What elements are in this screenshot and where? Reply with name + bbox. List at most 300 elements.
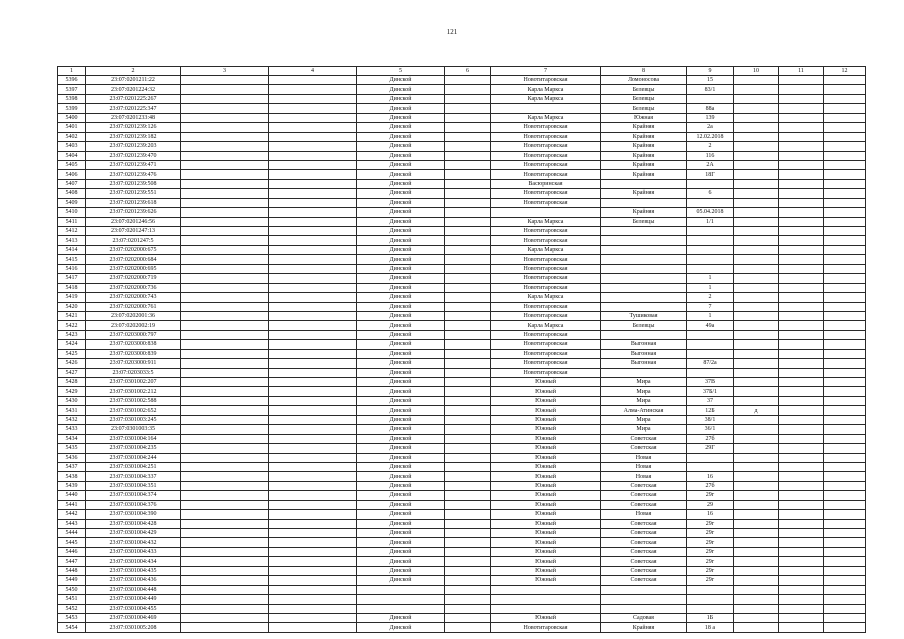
table-cell: 49а	[687, 321, 734, 330]
table-cell	[181, 170, 269, 179]
table-cell: Советская	[601, 500, 687, 509]
table-cell: Динской	[357, 406, 445, 415]
table-cell	[779, 604, 824, 613]
table-cell: 23:07:0301004:436	[86, 576, 181, 585]
table-cell: 23:07:0301005:208	[86, 623, 181, 632]
table-cell: Динской	[357, 170, 445, 179]
table-cell	[734, 453, 779, 462]
table-cell	[734, 519, 779, 528]
table-cell: Мира	[601, 378, 687, 387]
table-cell	[445, 330, 491, 339]
table-row	[58, 425, 866, 434]
table-cell: Южный	[491, 396, 601, 405]
table-cell: Южный	[491, 444, 601, 453]
table-row	[58, 330, 866, 339]
table-cell: Южный	[491, 547, 601, 556]
table-cell	[269, 519, 357, 528]
table-cell	[824, 123, 866, 132]
table-cell	[824, 170, 866, 179]
table-row	[58, 396, 866, 405]
table-cell: 23:07:0301004:337	[86, 472, 181, 481]
table-cell: Белевцы	[601, 94, 687, 103]
table-cell	[824, 330, 866, 339]
table-cell: 5452	[58, 604, 86, 613]
table-row	[58, 311, 866, 320]
table-cell: Новотитаровская	[491, 160, 601, 169]
table-cell: Новотитаровская	[491, 283, 601, 292]
table-cell: Динской	[357, 359, 445, 368]
table-cell	[824, 566, 866, 575]
table-cell	[181, 472, 269, 481]
table-cell: Динской	[357, 491, 445, 500]
table-cell	[824, 453, 866, 462]
table-cell: 37	[687, 396, 734, 405]
table-cell	[445, 311, 491, 320]
table-cell: 15	[687, 76, 734, 85]
table-cell	[269, 585, 357, 594]
table-cell: 23:07:0301004:244	[86, 453, 181, 462]
table-cell: 5422	[58, 321, 86, 330]
table-cell: 23:07:0301004:351	[86, 481, 181, 490]
table-cell: 5436	[58, 453, 86, 462]
table-cell	[734, 142, 779, 151]
table-cell: Динской	[357, 547, 445, 556]
table-cell	[824, 547, 866, 556]
table-cell: 6	[687, 189, 734, 198]
table-cell: 5402	[58, 132, 86, 141]
table-cell	[269, 123, 357, 132]
table-cell	[824, 510, 866, 519]
table-cell	[601, 283, 687, 292]
table-cell	[445, 113, 491, 122]
table-cell	[269, 302, 357, 311]
table-cell: Динской	[357, 500, 445, 509]
table-cell: Динской	[357, 208, 445, 217]
table-cell: 5415	[58, 255, 86, 264]
table-cell: 23:07:0202000:743	[86, 293, 181, 302]
table-cell	[824, 349, 866, 358]
table-cell	[779, 425, 824, 434]
table-cell	[779, 274, 824, 283]
table-cell: 5414	[58, 245, 86, 254]
table-cell	[601, 179, 687, 188]
table-cell: 5410	[58, 208, 86, 217]
column-number: 7	[491, 67, 601, 76]
table-cell: 23:07:0201239:618	[86, 198, 181, 207]
table-cell	[269, 264, 357, 273]
table-cell	[601, 585, 687, 594]
table-cell: Динской	[357, 519, 445, 528]
table-cell: Новотитаровская	[491, 264, 601, 273]
table-cell	[445, 142, 491, 151]
table-cell	[601, 274, 687, 283]
table-cell	[181, 227, 269, 236]
table-cell: 5404	[58, 151, 86, 160]
table-cell	[269, 359, 357, 368]
table-cell	[687, 604, 734, 613]
table-cell	[181, 264, 269, 273]
table-cell	[734, 491, 779, 500]
table-row	[58, 547, 866, 556]
table-cell	[269, 321, 357, 330]
table-cell	[269, 529, 357, 538]
table-cell	[445, 529, 491, 538]
table-cell	[181, 576, 269, 585]
table-cell	[445, 378, 491, 387]
table-cell: 1	[687, 283, 734, 292]
table-cell	[779, 302, 824, 311]
table-row	[58, 76, 866, 85]
table-cell	[445, 396, 491, 405]
table-cell	[445, 406, 491, 415]
table-cell	[269, 434, 357, 443]
table-cell	[269, 566, 357, 575]
table-cell	[734, 613, 779, 622]
table-cell	[269, 170, 357, 179]
table-row	[58, 538, 866, 547]
table-cell	[601, 227, 687, 236]
table-cell	[445, 387, 491, 396]
table-cell: 23:07:0301004:429	[86, 529, 181, 538]
table-cell	[734, 340, 779, 349]
table-cell	[734, 387, 779, 396]
table-cell	[824, 368, 866, 377]
table-cell: 5407	[58, 179, 86, 188]
table-cell	[687, 179, 734, 188]
table-cell: 5424	[58, 340, 86, 349]
table-cell	[181, 462, 269, 471]
table-cell: Динской	[357, 189, 445, 198]
table-cell	[445, 585, 491, 594]
table-row	[58, 85, 866, 94]
table-cell	[734, 179, 779, 188]
table-cell	[269, 396, 357, 405]
table-cell: Крайняя	[601, 160, 687, 169]
table-cell: Карла Маркса	[491, 85, 601, 94]
table-cell: 23:07:0201239:476	[86, 170, 181, 179]
table-row	[58, 406, 866, 415]
table-row	[58, 415, 866, 424]
table-cell	[181, 179, 269, 188]
table-cell: Новотитаровская	[491, 227, 601, 236]
table-row	[58, 613, 866, 622]
table-cell	[181, 425, 269, 434]
table-cell: 23:07:0201246:56	[86, 217, 181, 226]
table-cell: Южный	[491, 529, 601, 538]
table-cell	[824, 387, 866, 396]
column-number: 6	[445, 67, 491, 76]
table-cell	[779, 76, 824, 85]
table-cell	[779, 500, 824, 509]
table-cell	[601, 236, 687, 245]
table-cell	[445, 217, 491, 226]
table-cell	[687, 340, 734, 349]
table-cell	[269, 510, 357, 519]
table-cell: Динской	[357, 236, 445, 245]
table-cell	[445, 293, 491, 302]
table-cell	[779, 547, 824, 556]
table-cell	[269, 547, 357, 556]
table-cell: 16	[687, 510, 734, 519]
table-cell: 23:07:0201233:48	[86, 113, 181, 122]
table-cell	[734, 623, 779, 632]
table-cell: Динской	[357, 132, 445, 141]
table-cell: Белевцы	[601, 217, 687, 226]
table-cell: Выгонная	[601, 340, 687, 349]
table-cell: 23:07:0301004:449	[86, 595, 181, 604]
table-cell: 7	[687, 302, 734, 311]
table-cell: Южный	[491, 538, 601, 547]
table-cell	[824, 519, 866, 528]
table-cell	[269, 415, 357, 424]
table-cell: Динской	[357, 85, 445, 94]
table-cell	[445, 359, 491, 368]
table-cell: Новотитаровская	[491, 170, 601, 179]
table-cell	[824, 538, 866, 547]
table-cell	[687, 255, 734, 264]
table-cell: Динской	[357, 302, 445, 311]
table-row	[58, 481, 866, 490]
table-cell	[181, 330, 269, 339]
table-cell: 5432	[58, 415, 86, 424]
table-cell: Советская	[601, 547, 687, 556]
table-cell	[824, 500, 866, 509]
table-cell: Выгонная	[601, 349, 687, 358]
table-cell	[779, 519, 824, 528]
table-cell	[601, 293, 687, 302]
table-cell	[269, 189, 357, 198]
table-cell: 5453	[58, 613, 86, 622]
table-cell: Южный	[491, 519, 601, 528]
table-cell	[269, 179, 357, 188]
table-cell: Белевцы	[601, 85, 687, 94]
table-row	[58, 510, 866, 519]
table-cell: Динской	[357, 566, 445, 575]
table-cell	[734, 264, 779, 273]
table-cell	[269, 368, 357, 377]
table-cell: 139	[687, 113, 734, 122]
table-cell: 23:07:0301004:448	[86, 585, 181, 594]
table-cell	[824, 557, 866, 566]
table-cell	[734, 321, 779, 330]
table-cell: 5434	[58, 434, 86, 443]
table-cell	[269, 132, 357, 141]
table-cell	[824, 151, 866, 160]
table-cell	[734, 227, 779, 236]
table-cell	[181, 595, 269, 604]
table-cell	[824, 529, 866, 538]
table-cell	[181, 444, 269, 453]
table-cell: 38/1	[687, 415, 734, 424]
table-cell	[734, 349, 779, 358]
table-cell	[601, 330, 687, 339]
table-cell	[779, 529, 824, 538]
table-cell: Динской	[357, 255, 445, 264]
table-cell: Мира	[601, 396, 687, 405]
table-cell: Новотитаровская	[491, 142, 601, 151]
table-cell: Южный	[491, 500, 601, 509]
table-cell: 5412	[58, 227, 86, 236]
table-cell	[734, 94, 779, 103]
table-cell: Динской	[357, 368, 445, 377]
table-row	[58, 585, 866, 594]
table-cell	[824, 576, 866, 585]
table-cell	[445, 255, 491, 264]
table-cell: Крайняя	[601, 623, 687, 632]
table-cell: Южный	[491, 406, 601, 415]
table-cell: 5427	[58, 368, 86, 377]
table-cell	[445, 104, 491, 113]
table-cell: 5442	[58, 510, 86, 519]
table-cell	[824, 311, 866, 320]
table-cell: Динской	[357, 264, 445, 273]
table-cell	[734, 481, 779, 490]
table-cell: 5444	[58, 529, 86, 538]
table-cell	[181, 160, 269, 169]
table-cell	[824, 94, 866, 103]
table-cell: 5447	[58, 557, 86, 566]
table-cell: Новотитаровская	[491, 359, 601, 368]
table-cell	[181, 217, 269, 226]
table-cell: Динской	[357, 444, 445, 453]
table-cell: Южный	[491, 378, 601, 387]
table-cell	[491, 104, 601, 113]
table-cell: 23:07:0301004:432	[86, 538, 181, 547]
table-cell	[734, 85, 779, 94]
table-row	[58, 453, 866, 462]
table-cell	[491, 585, 601, 594]
table-cell	[269, 76, 357, 85]
table-row	[58, 104, 866, 113]
table-cell: 29г	[687, 557, 734, 566]
table-cell	[687, 453, 734, 462]
table-cell: Новотитаровская	[491, 368, 601, 377]
column-number: 9	[687, 67, 734, 76]
table-cell	[824, 245, 866, 254]
table-cell	[181, 519, 269, 528]
table-cell	[269, 623, 357, 632]
table-row	[58, 255, 866, 264]
table-cell: 23:07:0201239:182	[86, 132, 181, 141]
table-cell: Динской	[357, 349, 445, 358]
table-cell	[734, 198, 779, 207]
table-cell: Динской	[357, 510, 445, 519]
table-cell: 5440	[58, 491, 86, 500]
table-cell	[445, 368, 491, 377]
table-cell: 5409	[58, 198, 86, 207]
table-cell	[734, 283, 779, 292]
table-row	[58, 113, 866, 122]
table-cell: 2	[687, 293, 734, 302]
table-cell: 23:07:0203000:797	[86, 330, 181, 339]
table-cell	[779, 396, 824, 405]
table-cell: 23:07:0202000:736	[86, 283, 181, 292]
table-cell	[601, 255, 687, 264]
table-cell: Карла Маркса	[491, 94, 601, 103]
table-cell: 23:07:0301004:434	[86, 557, 181, 566]
table-cell	[824, 85, 866, 94]
table-cell	[824, 274, 866, 283]
table-cell: Садовая	[601, 613, 687, 622]
table-row	[58, 198, 866, 207]
table-cell: 5443	[58, 519, 86, 528]
table-cell: 29Г	[687, 444, 734, 453]
table-cell	[779, 415, 824, 424]
table-cell: 5441	[58, 500, 86, 509]
table-cell	[269, 311, 357, 320]
table-cell	[445, 94, 491, 103]
table-cell	[824, 293, 866, 302]
table-cell	[181, 274, 269, 283]
table-cell: Новотитаровская	[491, 623, 601, 632]
table-cell	[824, 179, 866, 188]
table-row	[58, 264, 866, 273]
table-cell	[445, 198, 491, 207]
table-cell	[779, 132, 824, 141]
table-cell	[687, 94, 734, 103]
table-cell	[824, 302, 866, 311]
table-cell: Динской	[357, 340, 445, 349]
table-cell: 1Б	[687, 613, 734, 622]
table-cell: 5439	[58, 481, 86, 490]
table-cell	[269, 283, 357, 292]
table-cell: 23:07:0201225:347	[86, 104, 181, 113]
table-cell	[445, 604, 491, 613]
table-cell	[734, 595, 779, 604]
table-cell: Динской	[357, 557, 445, 566]
table-cell	[779, 179, 824, 188]
table-cell: 23:07:0201225:267	[86, 94, 181, 103]
table-cell	[824, 283, 866, 292]
table-cell	[824, 396, 866, 405]
table-cell: Ломоносова	[601, 76, 687, 85]
table-cell: Южный	[491, 481, 601, 490]
table-cell: 5398	[58, 94, 86, 103]
table-cell: Мира	[601, 387, 687, 396]
table-cell	[779, 311, 824, 320]
table-cell: Динской	[357, 387, 445, 396]
table-cell: Советская	[601, 557, 687, 566]
column-number: 4	[269, 67, 357, 76]
table-cell: 5411	[58, 217, 86, 226]
table-cell	[824, 359, 866, 368]
table-cell	[181, 406, 269, 415]
table-cell	[181, 613, 269, 622]
table-cell: 23:07:0202000:719	[86, 274, 181, 283]
column-number: 1	[58, 67, 86, 76]
table-cell: д	[734, 406, 779, 415]
table-cell	[734, 576, 779, 585]
table-cell: 12Б	[687, 406, 734, 415]
table-cell	[779, 387, 824, 396]
table-row	[58, 576, 866, 585]
table-cell	[734, 359, 779, 368]
table-cell	[181, 340, 269, 349]
table-cell	[445, 179, 491, 188]
table-cell	[181, 547, 269, 556]
table-cell: Южный	[491, 387, 601, 396]
table-cell	[734, 255, 779, 264]
table-cell: 5438	[58, 472, 86, 481]
table-cell: 1/1	[687, 217, 734, 226]
table-cell: Динской	[357, 227, 445, 236]
table-cell	[445, 151, 491, 160]
table-cell: 5418	[58, 283, 86, 292]
table-cell	[269, 472, 357, 481]
table-cell: 5451	[58, 595, 86, 604]
table-cell	[181, 94, 269, 103]
table-cell: Советская	[601, 519, 687, 528]
